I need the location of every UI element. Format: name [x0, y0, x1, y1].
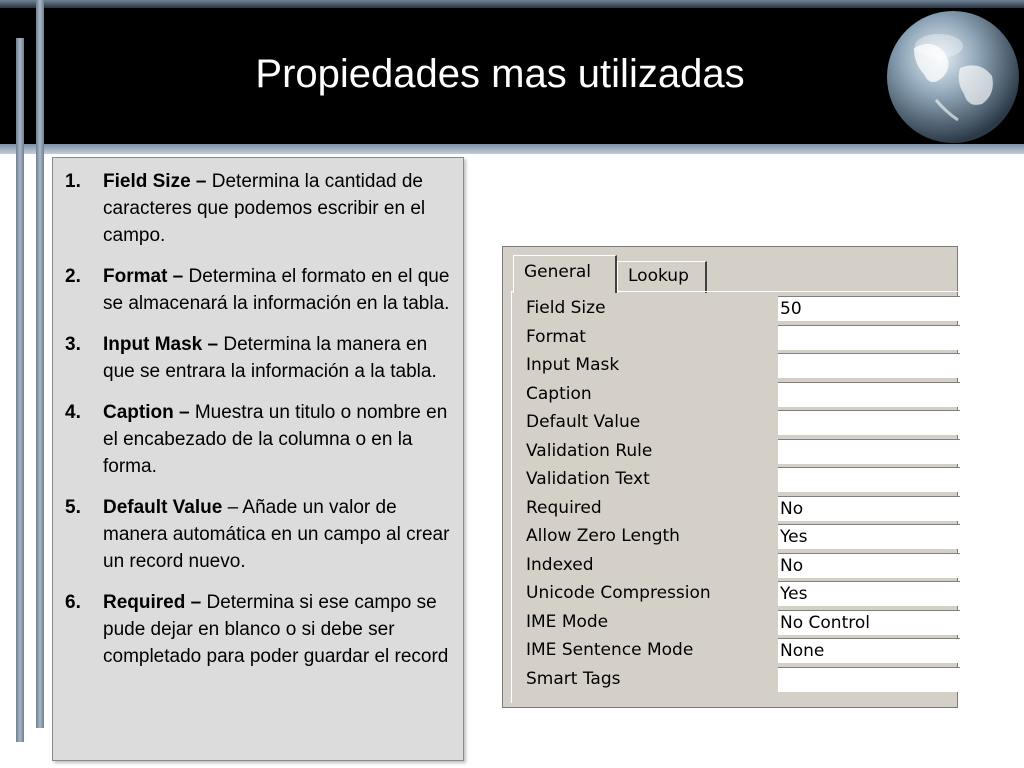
property-row[interactable] — [512, 437, 960, 466]
decorative-bar-right — [36, 0, 44, 728]
list-text: Determina la cantidad de caracteres que podemos escribir en el campo. — [103, 171, 426, 246]
list-term: Format – — [103, 266, 184, 287]
list-term: Field Size – — [103, 171, 207, 192]
property-value-field[interactable]: Yes — [778, 581, 960, 606]
list-text: Determina la manera en que se entrara la información a la tabla. — [103, 334, 437, 382]
properties-list-box — [52, 157, 464, 761]
list-text: Muestra un titulo o nombre en el encabezado de la columna o en la forma. — [103, 402, 448, 477]
property-value-field[interactable] — [778, 353, 960, 378]
property-row[interactable] — [512, 380, 960, 409]
tab-lookup[interactable]: Lookup — [617, 261, 707, 293]
property-label: Unicode Compression — [526, 583, 711, 603]
property-row[interactable] — [512, 294, 960, 323]
property-row[interactable] — [512, 636, 960, 665]
list-item — [65, 589, 453, 670]
list-body — [103, 589, 453, 670]
list-number: 6. — [65, 592, 81, 613]
list-number: 5. — [65, 497, 81, 518]
list-number: 2. — [65, 266, 81, 287]
property-label: Smart Tags — [526, 668, 621, 689]
property-row[interactable] — [512, 608, 960, 637]
header-top-stripe — [0, 0, 1024, 8]
property-value-field[interactable] — [778, 382, 960, 407]
list-body — [103, 263, 453, 317]
property-value-field[interactable]: Yes — [778, 524, 960, 549]
list-body — [103, 331, 453, 385]
property-value-field[interactable] — [778, 410, 960, 435]
list-term: Input Mask – — [103, 334, 219, 355]
list-item — [65, 168, 453, 249]
property-value-field[interactable] — [778, 325, 960, 350]
property-row[interactable] — [512, 665, 960, 694]
property-label: Allow Zero Length — [526, 526, 680, 546]
list-item — [65, 399, 453, 480]
property-value-field[interactable] — [778, 667, 960, 692]
property-label: IME Sentence Mode — [526, 640, 694, 660]
property-label: Indexed — [526, 554, 594, 575]
header-bottom-stripe — [0, 144, 1024, 154]
tab-general[interactable]: General — [513, 255, 617, 293]
list-term: Default Value — [103, 497, 223, 518]
property-label: Format — [526, 326, 586, 347]
property-row[interactable] — [512, 465, 960, 494]
property-label: Validation Text — [526, 469, 650, 489]
list-text: Determina si ese campo se pude dejar en blanco o si debe ser completado para poder guardar el record — [103, 592, 449, 667]
property-row[interactable] — [512, 323, 960, 352]
property-value-field[interactable]: No Control — [778, 610, 960, 635]
globe-icon — [884, 8, 1022, 146]
list-number: 1. — [65, 171, 81, 192]
property-value-field[interactable]: None — [778, 638, 960, 663]
property-label: Default Value — [526, 412, 641, 432]
property-row[interactable] — [512, 551, 960, 580]
property-row[interactable] — [512, 494, 960, 523]
property-tabs — [511, 257, 951, 293]
property-row[interactable] — [512, 351, 960, 380]
property-row[interactable] — [512, 522, 960, 551]
property-value-field[interactable] — [778, 439, 960, 464]
list-term: Caption – — [103, 402, 190, 423]
list-item — [65, 494, 453, 575]
decorative-bar-left — [16, 38, 24, 742]
general-properties-panel — [511, 291, 959, 703]
property-value-field[interactable]: 50 — [778, 296, 960, 321]
property-value-field[interactable] — [778, 467, 960, 492]
property-label: Required — [526, 497, 602, 518]
list-body — [103, 494, 453, 575]
list-body — [103, 399, 453, 480]
list-text: – Añade un valor de manera automática en un campo al crear un record nuevo. — [103, 497, 450, 572]
property-label: Field Size — [526, 298, 606, 318]
list-body — [103, 168, 453, 249]
property-label: IME Mode — [526, 611, 609, 632]
property-value-field[interactable]: No — [778, 553, 960, 578]
property-row[interactable] — [512, 408, 960, 437]
property-label: Validation Rule — [526, 440, 653, 461]
property-row[interactable] — [512, 579, 960, 608]
list-number: 4. — [65, 402, 81, 423]
list-text: Determina el formato en el que se almacenará la información en la tabla. — [103, 266, 450, 314]
field-properties-dialog — [502, 246, 958, 708]
list-item — [65, 331, 453, 385]
list-term: Required – — [103, 592, 202, 613]
list-item — [65, 263, 453, 317]
property-label: Input Mask — [526, 355, 620, 375]
slide-title: Propiedades mas utilizadas — [255, 52, 745, 96]
property-label: Caption — [526, 383, 592, 404]
property-value-field[interactable]: No — [778, 496, 960, 521]
list-number: 3. — [65, 334, 81, 355]
